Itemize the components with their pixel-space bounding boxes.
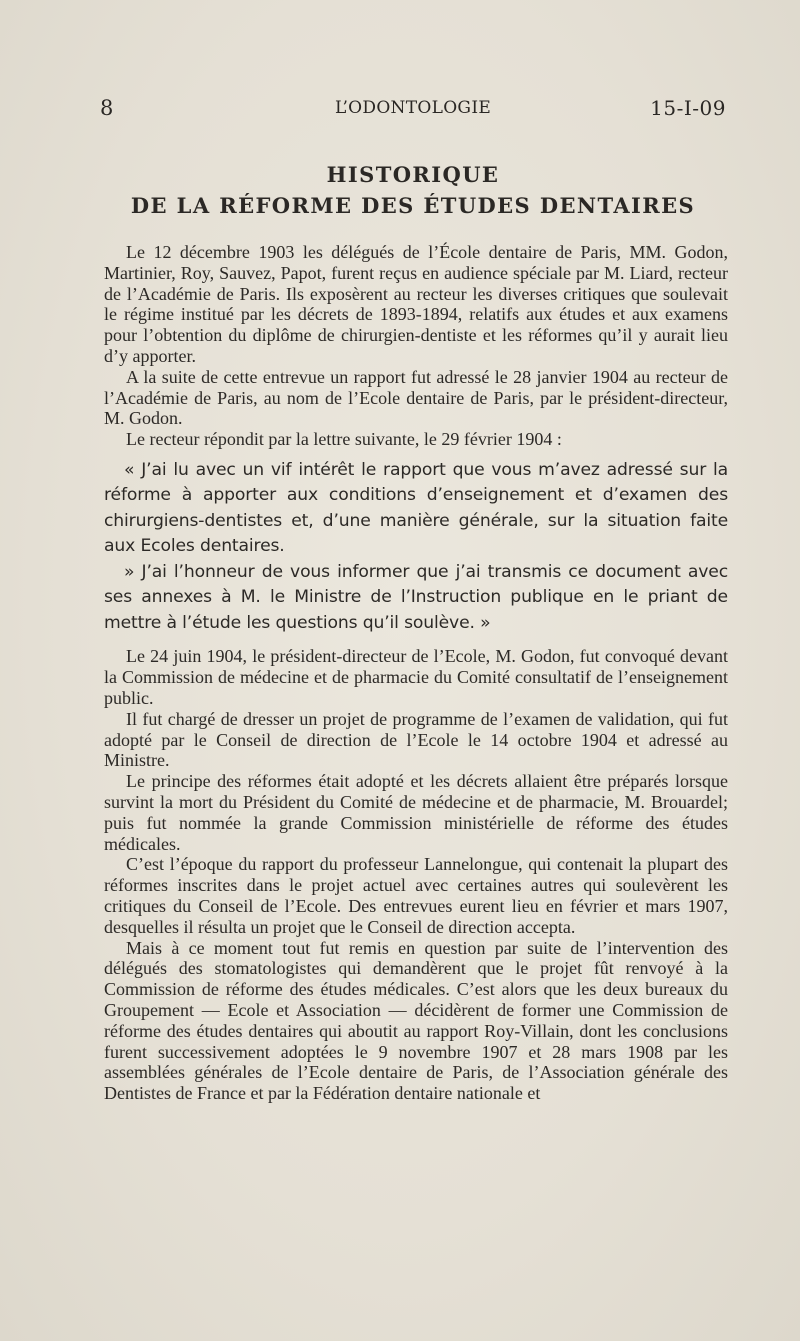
article-body (104, 242, 728, 1104)
paragraph: Le recteur répondit par la lettre suivante, le 29 février 1904 : (126, 429, 562, 450)
quote-paragraph: » J’ai l’honneur de vous informer que j’ai transmis ce document avec ses annexes à M. le Ministre de l’Instruction publique en le priant de mettre à l’étude les questions qu’il soulève. » (104, 561, 728, 633)
quoted-letter (104, 458, 728, 637)
page-number: 8 (100, 96, 114, 120)
article-title-line1: HISTORIQUE (326, 162, 500, 187)
journal-title: L’ODONTOLOGIE (334, 98, 492, 118)
article-title-line2: DE LA RÉFORME DES ÉTUDES DENTAIRES (130, 193, 696, 218)
paragraph: A la suite de cette entrevue un rapport fut adressé le 28 janvier 1904 au recteur de l’Académie de Paris, au nom de l’Ecole dentaire de Paris, par le président-directeur, M. Godon. (104, 366, 728, 429)
quote-paragraph: « J’ai lu avec un vif intérêt le rapport que vous m’avez adressé sur la réforme à apporter aux conditions d’enseignement et d’examen des chirurgiens-dentistes et, d’une manière générale, sur la situation faite aux Ecoles dentaires. (104, 459, 728, 557)
paragraph: Le principe des réformes était adopté et les décrets allaient être préparés lorsque survint la mort du Président du Comité de médecine et de pharmacie, M. Brouardel; puis fut nommée la grande Commission ministérielle de réforme des études médicales. (104, 771, 728, 854)
paragraph: Mais à ce moment tout fut remis en question par suite de l’intervention des délégués des stomatologistes qui demandèrent que le projet fût renvoyé à la Commission de réforme des études médicales. C’est alors que les deux bureaux du Groupement — Ecole et Association — décidèrent de former une Commission de réforme des études dentaires qui aboutit au rapport Roy-Villain, dont les conclusions furent successivement adoptées le 9 novembre 1907 et 28 mars 1908 par les assemblées générales de l’Ecole dentaire de Paris, de l’Association générale des Dentistes de France et par la Fédération dentaire nationale et (104, 937, 728, 1104)
paragraph: Le 24 juin 1904, le président-directeur de l’Ecole, M. Godon, fut convoqué devant la Commission de médecine et de pharmacie du Comité consultatif de l’enseignement public. (104, 646, 728, 709)
paragraph: Le 12 décembre 1903 les délégués de l’École dentaire de Paris, MM. Godon, Martinier, Roy, Sauvez, Papot, furent reçus en audience spéciale par M. Liard, recteur de l’Académie de Paris. Ils exposèrent au recteur les diverses critiques que soulevait le régime institué par les décrets de 1893-1894, relatifs aux études et aux examens pour l’obtention du diplôme de chirurgien-dentiste et les réformes qu’il y aurait lieu d’y apporter. (104, 242, 728, 366)
paragraph: Il fut chargé de dresser un projet de programme de l’examen de validation, qui fut adopté par le Conseil de direction de l’Ecole le 14 octobre 1904 et adressé au Ministre. (104, 708, 728, 771)
paragraph: C’est l’époque du rapport du professeur Lannelongue, qui contenait la plupart des réformes inscrites dans le projet actuel avec certaines autres qui soulevèrent les critiques du Conseil de l’Ecole. Des entrevues eurent lieu en février et mars 1907, desquelles il résulta un projet que le Conseil de direction accepta. (104, 854, 728, 937)
issue-date: 15-I-09 (650, 96, 726, 120)
running-head (100, 96, 726, 126)
